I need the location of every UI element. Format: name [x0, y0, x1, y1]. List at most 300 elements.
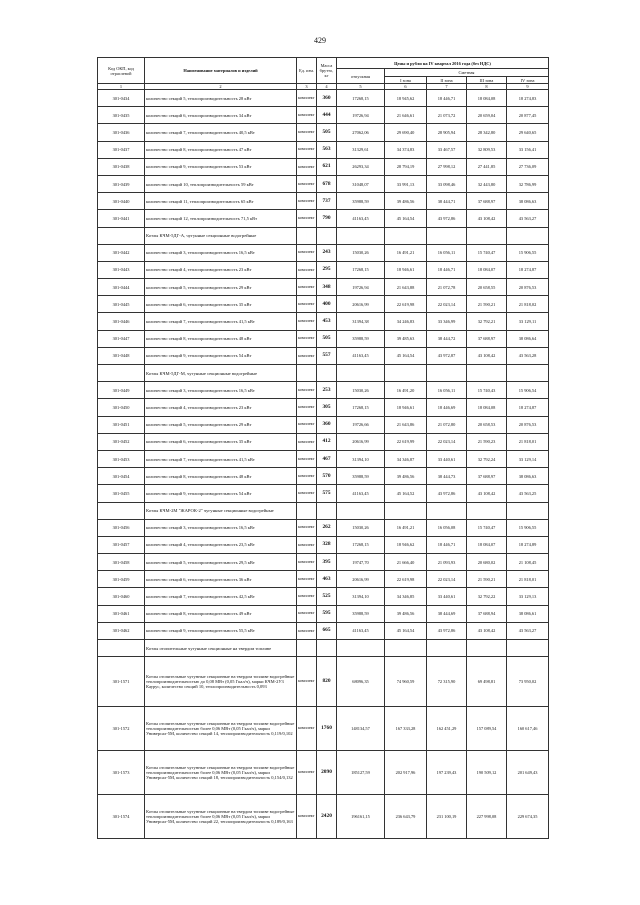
price-cell: 37 688,97: [467, 468, 507, 485]
empty-cell: [467, 502, 507, 519]
price-cell: 22 023,14: [427, 296, 467, 313]
table-row: [98, 141, 549, 158]
table-row: [98, 193, 549, 210]
price-cell: 20 877,45: [507, 107, 549, 124]
price-cell: 15 740,47: [467, 519, 507, 536]
item-unit: комплект: [297, 605, 317, 622]
item-mass: 360: [317, 416, 337, 433]
price-cell: 20 680,02: [467, 554, 507, 571]
price-cell: 22 023,14: [427, 571, 467, 588]
price-cell: 16 056,08: [427, 519, 467, 536]
price-cell: 21 093,93: [427, 554, 467, 571]
table-row: [98, 588, 549, 605]
empty-cell: [427, 640, 467, 657]
price-cell: 157 089,54: [467, 707, 507, 751]
colnum: 1: [98, 84, 145, 90]
price-cell: 190 509,12: [467, 751, 507, 795]
price-cell: 22 619,98: [385, 571, 427, 588]
item-mass: 505: [317, 330, 337, 347]
item-mass: 400: [317, 296, 337, 313]
item-mass: 2420: [317, 795, 337, 839]
price-cell: 43 972,86: [427, 485, 467, 502]
price-cell: 35988,59: [337, 330, 385, 347]
item-code: 301-0456: [98, 519, 145, 536]
item-name: Котлы отопительные чугунные секционные на твердом топливе водогрейные теплопроизводительностью более 0,06 МВт (0,05 Гкал/ч), марки Универсал-5М, количество секций 18, теплопроизводительность 0,154/0,132: [145, 751, 297, 795]
price-cell: 28 342,80: [467, 124, 507, 141]
price-cell: 31394,10: [337, 588, 385, 605]
price-cell: 74 960,59: [385, 657, 427, 707]
header-name: Наименование материалов и изделий: [145, 58, 297, 84]
item-code: 301-1573: [98, 751, 145, 795]
item-code: 301-0436: [98, 124, 145, 141]
item-code: 301-0443: [98, 261, 145, 278]
price-cell: 43 563,28: [507, 347, 549, 364]
section-title: Котлы КЧМ-5ДГ-А, чугунные секционные водогрейные: [145, 227, 297, 244]
price-cell: 20 876,53: [507, 416, 549, 433]
colnum: 7: [427, 84, 467, 90]
item-unit: комплект: [297, 210, 317, 227]
price-cell: 15 740,47: [467, 244, 507, 261]
table-row: [98, 751, 549, 795]
item-name: количество секций 3, теплопроизводительность 16,5 кВт: [145, 519, 297, 536]
price-cell: 34 346,85: [385, 588, 427, 605]
price-cell: 39 486,56: [385, 193, 427, 210]
empty-cell: [297, 640, 317, 657]
table-row: [98, 347, 549, 364]
price-cell: 33 129,14: [507, 450, 549, 467]
table-row: [98, 296, 549, 313]
item-name: количество секций 5, теплопроизводительность 29 кВт: [145, 279, 297, 296]
item-code: 301-0445: [98, 296, 145, 313]
header-mass: Масса брутто, кг: [317, 58, 337, 84]
price-cell: 43 972,86: [427, 622, 467, 639]
price-cell: 45 164,52: [385, 485, 427, 502]
price-cell: 21 818,01: [507, 433, 549, 450]
item-unit: комплект: [297, 261, 317, 278]
item-code: 301-0460: [98, 588, 145, 605]
price-cell: 72 315,90: [427, 657, 467, 707]
table-row: [98, 622, 549, 639]
colnum: 6: [385, 84, 427, 90]
price-cell: 34 374,83: [385, 141, 427, 158]
price-cell: 197 239,43: [427, 751, 467, 795]
empty-cell: [467, 640, 507, 657]
section-row: [98, 365, 549, 382]
table-row: [98, 795, 549, 839]
page-number: 429: [314, 36, 326, 45]
item-mass: 2090: [317, 751, 337, 795]
price-cell: 160 617,46: [507, 707, 549, 751]
item-code: 301-0434: [98, 90, 145, 107]
item-name: количество секций 8, теплопроизводительность 47 кВт: [145, 141, 297, 158]
item-unit: комплект: [297, 571, 317, 588]
price-cell: 15 906,55: [507, 519, 549, 536]
empty-cell: [467, 365, 507, 382]
empty-cell: [507, 365, 549, 382]
item-name: количество секций 4, теплопроизводительность 23 кВт: [145, 399, 297, 416]
price-cell: 18 274,83: [507, 90, 549, 107]
item-mass: 295: [317, 261, 337, 278]
section-code-cell: [98, 502, 145, 519]
price-cell: 45 164,54: [385, 622, 427, 639]
empty-cell: [337, 365, 385, 382]
item-name: количество секций 9, теплопроизводительность 54 кВт: [145, 347, 297, 364]
item-name: количество секций 7, теплопроизводительность 42,5 кВт: [145, 588, 297, 605]
item-unit: комплект: [297, 450, 317, 467]
price-cell: 236 643,79: [385, 795, 427, 839]
item-unit: комплект: [297, 296, 317, 313]
price-cell: 21 590,23: [467, 433, 507, 450]
price-cell: 38 086,63: [507, 468, 549, 485]
price-cell: 20 658,55: [467, 279, 507, 296]
item-unit: комплект: [297, 588, 317, 605]
price-cell: 18 446,71: [427, 90, 467, 107]
price-cell: 18 945,62: [385, 90, 427, 107]
table-row: [98, 158, 549, 175]
price-cell: 43 108,42: [467, 622, 507, 639]
price-cell: 22 619,99: [385, 433, 427, 450]
price-cell: 17268,15: [337, 399, 385, 416]
price-cell: 15030,26: [337, 382, 385, 399]
price-cell: 20 659,04: [467, 107, 507, 124]
price-cell: 34 346,87: [385, 450, 427, 467]
price-cell: 33 346,99: [427, 313, 467, 330]
table-row: [98, 450, 549, 467]
price-cell: 33 440,61: [427, 588, 467, 605]
table-row: [98, 244, 549, 261]
price-cell: 27062,06: [337, 124, 385, 141]
item-unit: комплект: [297, 485, 317, 502]
price-cell: 18 946,61: [385, 261, 427, 278]
price-cell: 35988,59: [337, 605, 385, 622]
item-mass: 595: [317, 605, 337, 622]
price-cell: 18 946,61: [385, 399, 427, 416]
item-code: 301-0435: [98, 107, 145, 124]
item-code: 301-0452: [98, 433, 145, 450]
item-code: 301-0459: [98, 571, 145, 588]
price-cell: 68096,35: [337, 657, 385, 707]
price-cell: 43 972,87: [427, 347, 467, 364]
item-name: количество секций 4, теплопроизводительность 23,5 кВт: [145, 536, 297, 553]
item-mass: 243: [317, 244, 337, 261]
price-cell: 227 998,08: [467, 795, 507, 839]
item-mass: 790: [317, 210, 337, 227]
item-code: 301-0453: [98, 450, 145, 467]
item-mass: 395: [317, 554, 337, 571]
table-row: [98, 605, 549, 622]
item-code: 301-1572: [98, 707, 145, 751]
section-code-cell: [98, 640, 145, 657]
item-name: количество секций 3, теплопроизводительность 16,5 кВт: [145, 244, 297, 261]
price-cell: 33 467,57: [427, 141, 467, 158]
item-name: количество секций 7, теплопроизводительность 41,5 кВт: [145, 450, 297, 467]
item-mass: 328: [317, 536, 337, 553]
item-name: количество секций 5, теплопроизводительность 29,5 кВт: [145, 554, 297, 571]
header-price: Цены и рубли на IV квартал 2016 года (без НДС): [337, 58, 549, 69]
price-cell: 20616,99: [337, 433, 385, 450]
price-cell: 18 446,71: [427, 261, 467, 278]
price-cell: 17268,15: [337, 536, 385, 553]
price-cell: 167 333,28: [385, 707, 427, 751]
price-cell: 43 563,27: [507, 622, 549, 639]
item-unit: комплект: [297, 124, 317, 141]
price-cell: 148134,57: [337, 707, 385, 751]
item-unit: комплект: [297, 158, 317, 175]
item-unit: комплект: [297, 382, 317, 399]
empty-cell: [337, 227, 385, 244]
price-cell: 38 444,73: [427, 468, 467, 485]
item-name: количество секций 6, теплопроизводительность 35 кВт: [145, 433, 297, 450]
table-row: [98, 399, 549, 416]
colnum: 8: [467, 84, 507, 90]
price-cell: 45 164,54: [385, 210, 427, 227]
price-cell: 18 446,69: [427, 399, 467, 416]
item-unit: комплект: [297, 313, 317, 330]
price-cell: 43 972,86: [427, 210, 467, 227]
price-cell: 15 906,55: [507, 244, 549, 261]
item-name: Котлы отопительные чугунные секционные на твердом топливе водогрейные теплопроизводительностью до 0,08 МВт (0,05 Гкал/ч), марки КЧМ-2У3 Каурус, количество секций 10, теплопроизводительность 0,093: [145, 657, 297, 707]
item-name: количество секций 7, теплопроизводительность 40,5 кВт: [145, 124, 297, 141]
table-row: [98, 707, 549, 751]
empty-cell: [297, 502, 317, 519]
price-cell: 17268,15: [337, 90, 385, 107]
item-mass: 665: [317, 622, 337, 639]
price-cell: 21 590,21: [467, 296, 507, 313]
item-mass: 348: [317, 279, 337, 296]
section-title: Котлы отопительные чугунные секционные на твердом топливе: [145, 640, 297, 657]
price-cell: 21 646,61: [385, 107, 427, 124]
item-mass: 621: [317, 158, 337, 175]
price-cell: 28 794,19: [385, 158, 427, 175]
price-cell: 41163,45: [337, 210, 385, 227]
price-cell: 32 792,22: [467, 588, 507, 605]
price-cell: 32 786,99: [507, 175, 549, 192]
header-zone-1: I зона: [385, 77, 427, 84]
section-code-cell: [98, 365, 145, 382]
header-retail: отпускная: [337, 69, 385, 84]
colnum: 5: [337, 84, 385, 90]
price-cell: 18 084,08: [467, 90, 507, 107]
price-cell: 16 491,21: [385, 519, 427, 536]
item-unit: комплект: [297, 795, 317, 839]
price-cell: 20 876,53: [507, 279, 549, 296]
item-name: количество секций 8, теплопроизводительность 48 кВт: [145, 330, 297, 347]
price-cell: 16 491,21: [385, 244, 427, 261]
price-cell: 162 451,29: [427, 707, 467, 751]
price-cell: 33 440,61: [427, 450, 467, 467]
empty-cell: [385, 502, 427, 519]
item-unit: комплект: [297, 519, 317, 536]
empty-cell: [385, 640, 427, 657]
price-cell: 69 498,81: [467, 657, 507, 707]
price-cell: 37 688,94: [467, 605, 507, 622]
colnum: 2: [145, 84, 297, 90]
price-cell: 41163,45: [337, 347, 385, 364]
price-cell: 43 108,42: [467, 210, 507, 227]
item-name: количество секций 6, теплопроизводительность 34 кВт: [145, 107, 297, 124]
price-cell: 18 084,08: [467, 399, 507, 416]
item-code: 301-0462: [98, 622, 145, 639]
item-code: 301-0449: [98, 382, 145, 399]
price-cell: 38 086,64: [507, 330, 549, 347]
price-cell: 21 643,86: [385, 416, 427, 433]
price-cell: 31394,10: [337, 450, 385, 467]
item-mass: 463: [317, 571, 337, 588]
item-mass: 505: [317, 124, 337, 141]
price-cell: 21 590,21: [467, 571, 507, 588]
table-row: [98, 210, 549, 227]
item-name: количество секций 9, теплопроизводительность 54 кВт: [145, 485, 297, 502]
price-cell: 18 946,62: [385, 536, 427, 553]
item-unit: комплект: [297, 107, 317, 124]
price-cell: 33 156,41: [507, 141, 549, 158]
price-cell: 21 818,02: [507, 296, 549, 313]
item-name: количество секций 12, теплопроизводительность 71,5 кВт: [145, 210, 297, 227]
section-code-cell: [98, 227, 145, 244]
section-title: Котлы КЧМ-2М "ЖАРОК-2" чугунные секционные водогрейные: [145, 502, 297, 519]
price-cell: 35988,59: [337, 468, 385, 485]
price-cell: 21 072,78: [427, 279, 467, 296]
section-title: Котлы КЧМ-5ДГ-М, чугунные секционные водогрейные: [145, 365, 297, 382]
table-row: [98, 554, 549, 571]
item-code: 301-0437: [98, 141, 145, 158]
item-unit: комплект: [297, 90, 317, 107]
item-name: количество секций 9, теплопроизводительность 55,5 кВт: [145, 622, 297, 639]
section-row: [98, 227, 549, 244]
item-unit: комплект: [297, 330, 317, 347]
price-cell: 43 108,42: [467, 485, 507, 502]
item-mass: 678: [317, 175, 337, 192]
empty-cell: [337, 502, 385, 519]
item-code: 301-1571: [98, 657, 145, 707]
item-unit: комплект: [297, 536, 317, 553]
empty-cell: [427, 365, 467, 382]
price-cell: 16 056,11: [427, 244, 467, 261]
price-cell: 18 274,87: [507, 261, 549, 278]
table-row: [98, 519, 549, 536]
item-name: Котлы отопительные чугунные секционные на твердом топливе водогрейные теплопроизводительностью более 0,06 МВт (0,05 Гкал/ч), марки Универсал-5М, количество секций 14, теплопроизводительность 0,119/0,102: [145, 707, 297, 751]
price-cell: 27 736,09: [507, 158, 549, 175]
table-row: [98, 261, 549, 278]
item-unit: комплект: [297, 433, 317, 450]
item-name: количество секций 6, теплопроизводительность 35 кВт: [145, 296, 297, 313]
price-cell: 37 688,97: [467, 193, 507, 210]
item-name: количество секций 6, теплопроизводительность 36 кВт: [145, 571, 297, 588]
item-code: 301-0442: [98, 244, 145, 261]
table-row: [98, 124, 549, 141]
price-cell: 185127,59: [337, 751, 385, 795]
table-row: [98, 485, 549, 502]
price-cell: 22 023,14: [427, 433, 467, 450]
table-row: [98, 416, 549, 433]
item-name: количество секций 7, теплопроизводительность 41,5 кВт: [145, 313, 297, 330]
item-unit: комплект: [297, 279, 317, 296]
empty-cell: [507, 640, 549, 657]
price-cell: 38 086,63: [507, 193, 549, 210]
price-cell: 21 818,01: [507, 571, 549, 588]
price-cell: 231 100,19: [427, 795, 467, 839]
empty-cell: [467, 227, 507, 244]
item-mass: 737: [317, 193, 337, 210]
item-unit: комплект: [297, 399, 317, 416]
item-mass: 525: [317, 588, 337, 605]
price-cell: 21 643,88: [385, 279, 427, 296]
price-cell: 18 446,71: [427, 536, 467, 553]
price-cell: 18 084,07: [467, 261, 507, 278]
price-cell: 29 690,40: [385, 124, 427, 141]
price-cell: 29 640,65: [507, 124, 549, 141]
item-mass: 570: [317, 468, 337, 485]
item-code: 301-0439: [98, 175, 145, 192]
header-zone-2: II зона: [427, 77, 467, 84]
price-cell: 32 792,24: [467, 450, 507, 467]
price-cell: 32 809,53: [467, 141, 507, 158]
empty-cell: [427, 227, 467, 244]
item-code: 301-0440: [98, 193, 145, 210]
item-mass: 453: [317, 313, 337, 330]
header-unit: Ед. изм.: [297, 58, 317, 84]
item-unit: комплект: [297, 347, 317, 364]
price-cell: 33 991,13: [385, 175, 427, 192]
item-unit: комплект: [297, 193, 317, 210]
price-cell: 34 246,83: [385, 313, 427, 330]
price-cell: 38 086,61: [507, 605, 549, 622]
price-table: [97, 57, 549, 839]
price-cell: 18 084,07: [467, 536, 507, 553]
item-mass: 412: [317, 433, 337, 450]
item-code: 301-0454: [98, 468, 145, 485]
item-code: 301-0451: [98, 416, 145, 433]
colnum: 3: [297, 84, 317, 90]
colnum: 9: [507, 84, 549, 90]
table-row: [98, 468, 549, 485]
price-cell: 43 563,25: [507, 485, 549, 502]
table-row: [98, 313, 549, 330]
item-name: Котлы отопительные чугунные секционные на твердом топливе водогрейные теплопроизводительностью более 0,06 МВт (0,05 Гкал/ч), марки Универсал-5М, количество секций 22, теплопроизводительность 0,189/0,163: [145, 795, 297, 839]
price-cell: 27 441,85: [467, 158, 507, 175]
item-code: 301-0441: [98, 210, 145, 227]
price-cell: 201 649,43: [507, 751, 549, 795]
item-name: количество секций 10, теплопроизводительность 59 кВт: [145, 175, 297, 192]
empty-cell: [385, 227, 427, 244]
price-cell: 20616,99: [337, 296, 385, 313]
item-unit: комплект: [297, 416, 317, 433]
header-code: Код ОКП, код отраслевой: [98, 58, 145, 84]
price-cell: 38 444,71: [427, 193, 467, 210]
item-unit: комплект: [297, 751, 317, 795]
item-unit: комплект: [297, 622, 317, 639]
item-name: количество секций 8, теплопроизводительность 49 кВт: [145, 605, 297, 622]
item-unit: комплект: [297, 468, 317, 485]
price-cell: 21 666,40: [385, 554, 427, 571]
price-cell: 202 917,96: [385, 751, 427, 795]
price-cell: 20 658,53: [467, 416, 507, 433]
price-cell: 196161,15: [337, 795, 385, 839]
price-cell: 21 072,80: [427, 416, 467, 433]
table-row: [98, 571, 549, 588]
item-unit: комплект: [297, 554, 317, 571]
section-row: [98, 640, 549, 657]
price-cell: 229 674,35: [507, 795, 549, 839]
item-name: количество секций 8, теплопроизводительность 48 кВт: [145, 468, 297, 485]
item-code: 301-0447: [98, 330, 145, 347]
item-mass: 563: [317, 141, 337, 158]
price-cell: 19726,94: [337, 107, 385, 124]
item-code: 301-1574: [98, 795, 145, 839]
item-unit: комплект: [297, 244, 317, 261]
price-cell: 39 486,56: [385, 605, 427, 622]
item-unit: комплект: [297, 141, 317, 158]
